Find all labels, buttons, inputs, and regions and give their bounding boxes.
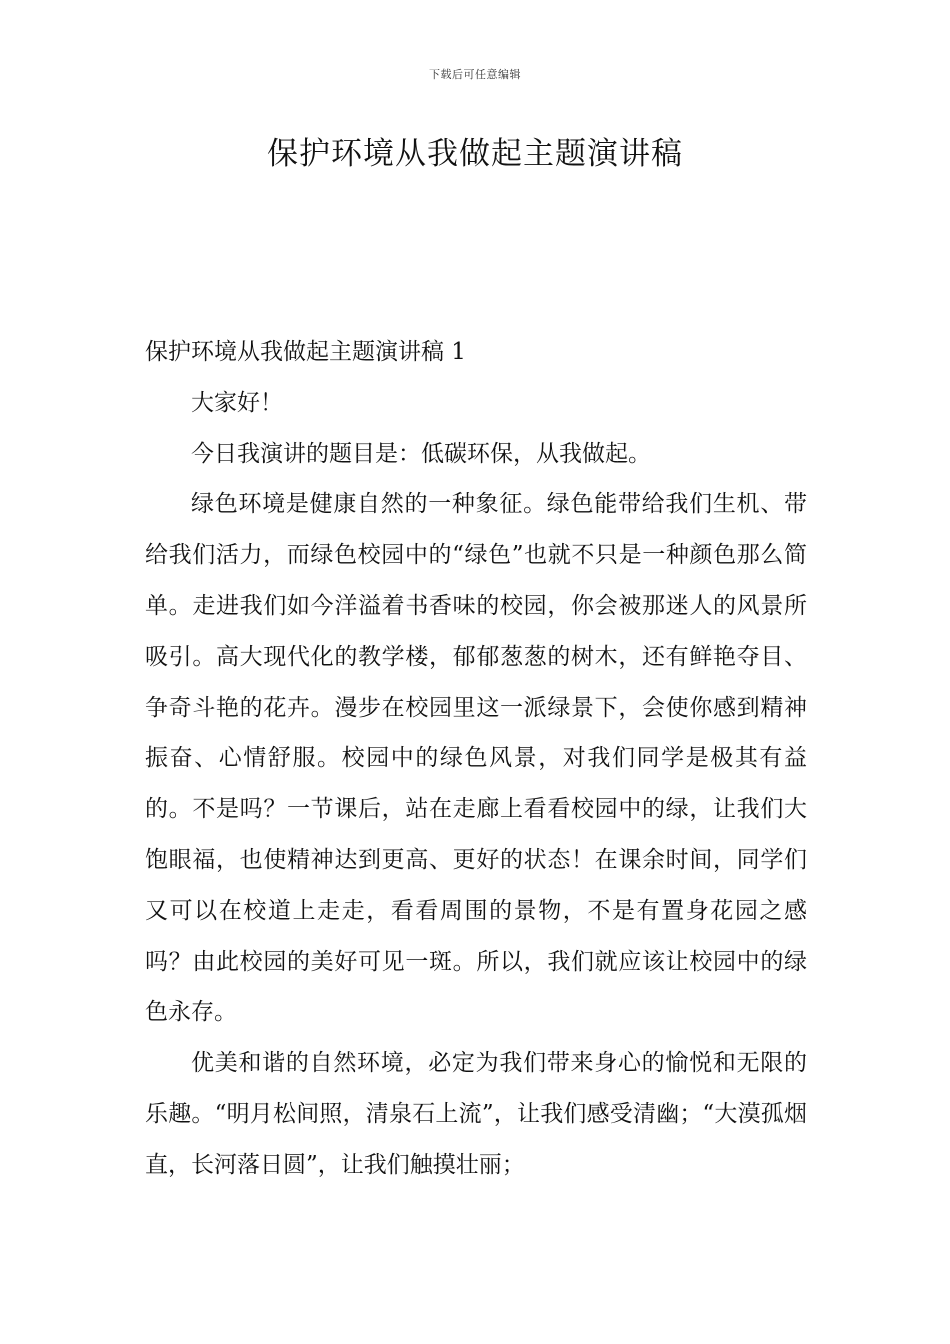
paragraph-green-campus: 绿色环境是健康自然的一种象征。绿色能带给我们生机、带给我们活力，而绿色校园中的“绿色”也就不只是一种颜色那么简单。走进我们如今洋溢着书香味的校园，你会被那迷人的风景所吸引。高大现代化的教学楼，郁郁葱葱的树木，还有鲜艳夺目、争奇斗艳的花卉。漫步在校园里这一派绿景下，会使你感到精神振奋、心情舒服。校园中的绿色风景，对我们同学是极其有益的。不是吗？一节课后，站在走廊上看看校园中的绿，让我们大饱眼福，也使精神达到更高、更好的状态！在课余时间，同学们又可以在校道上走走，看看周围的景物，不是有置身花园之感吗？由此校园的美好可见一斑。所以，我们就应该让校园中的绿色永存。 [145,491,807,1026]
header-note: 下载后可任意编辑 [429,68,521,81]
section-heading: 保护环境从我做起主题演讲稿 1 [145,339,466,365]
paragraph-natural-environment: 优美和谐的自然环境，必定为我们带来身心的愉悦和无限的乐趣。“明月松间照，清泉石上流”，让我们感受清幽；“大漠孤烟直，长河落日圆”，让我们触摸壮丽； [145,1050,807,1178]
document-title: 保护环境从我做起主题演讲稿 [267,136,683,172]
paragraph-greeting: 大家好！ [191,389,283,416]
paragraph-topic: 今日我演讲的题目是：低碳环保，从我做起。 [191,440,651,467]
document-body [145,327,807,1191]
